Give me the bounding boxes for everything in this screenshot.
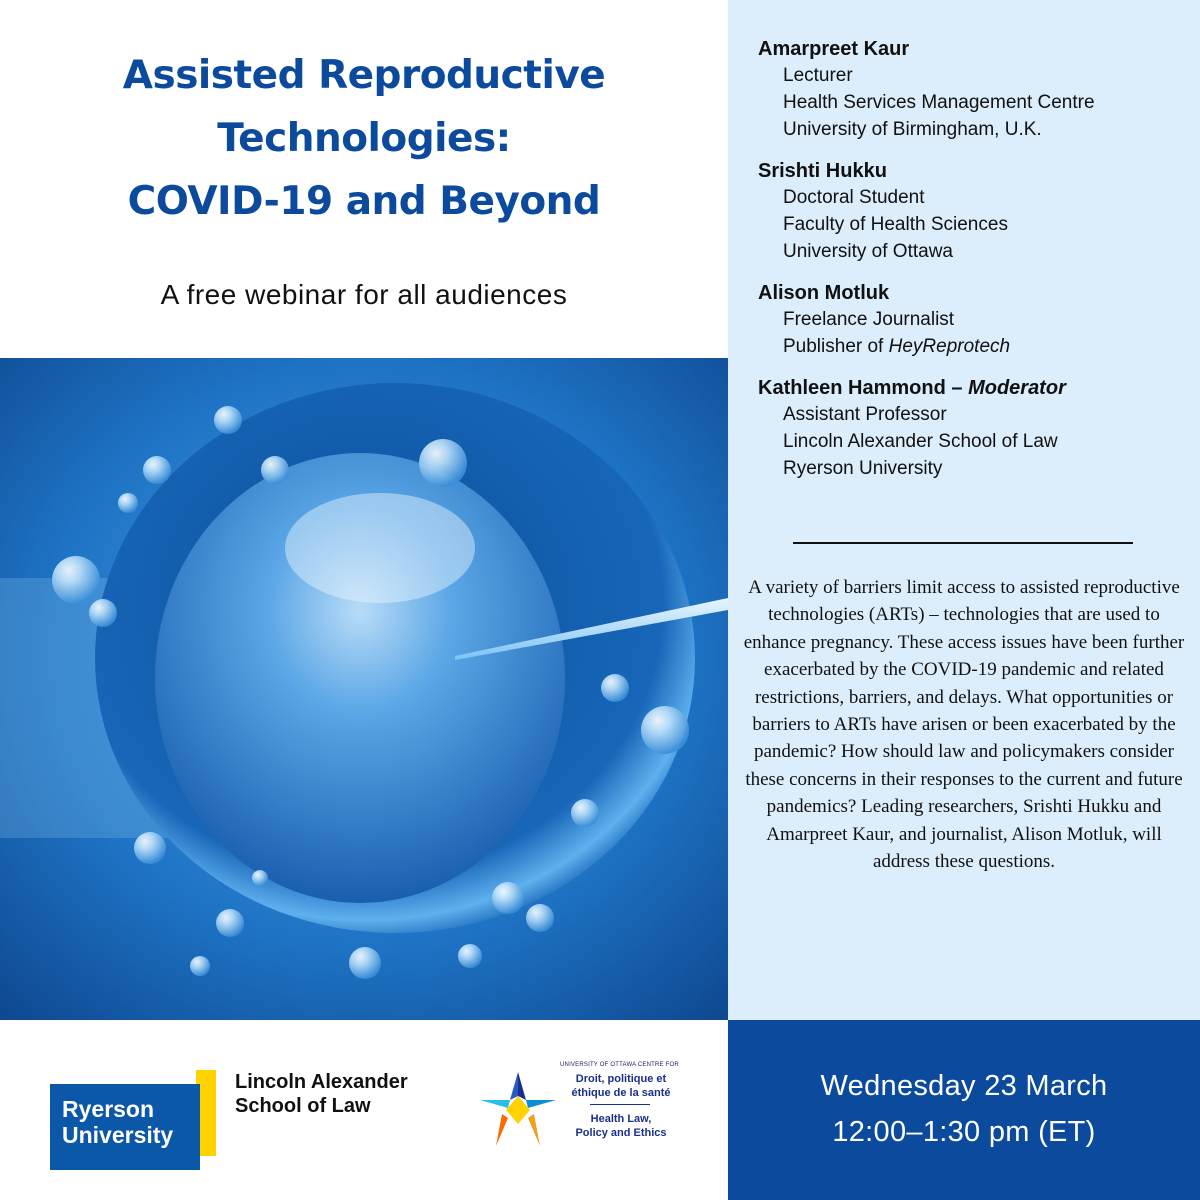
logo-text-line: Health Law, xyxy=(590,1113,652,1125)
speaker-title: Doctoral Student xyxy=(783,187,925,208)
logo-text-line: Policy and Ethics xyxy=(575,1127,667,1139)
title-line: COVID-19 and Beyond xyxy=(127,179,601,224)
speaker-name: Srishti Hukku xyxy=(758,160,887,182)
logo-text-line: Droit, politique et xyxy=(575,1073,667,1085)
uottawa-centre-label: UNIVERSITY OF OTTAWA CENTRE FOR xyxy=(560,1062,679,1068)
speaker-entry xyxy=(758,375,1198,482)
speaker-role: Moderator xyxy=(968,377,1066,399)
egg-cell-illustration xyxy=(0,358,728,1020)
section-divider xyxy=(793,542,1133,544)
speaker-title: Assistant Professor xyxy=(783,404,947,425)
date-time-box xyxy=(728,1020,1200,1200)
event-time: 12:00–1:30 pm (ET) xyxy=(832,1116,1096,1148)
publication-name: HeyReprotech xyxy=(888,336,1011,357)
speaker-institution: University of Ottawa xyxy=(783,241,953,262)
speaker-department: Lincoln Alexander School of Law xyxy=(783,431,1058,452)
lincoln-alexander-logo-text xyxy=(235,1070,408,1118)
logo-text-line: School of Law xyxy=(235,1095,371,1117)
ryerson-logo-text xyxy=(62,1096,173,1148)
speaker-entry xyxy=(758,280,1198,360)
title-line: Technologies: xyxy=(217,116,511,161)
speaker-entry xyxy=(758,158,1198,265)
speaker-publication xyxy=(758,333,1198,360)
speakers-panel xyxy=(728,0,1200,1020)
title-line: Assisted Reproductive xyxy=(122,53,606,98)
speaker-name-moderator xyxy=(758,375,1198,401)
logo-text-line: Ryerson xyxy=(62,1096,155,1122)
webinar-title xyxy=(0,44,728,233)
speaker-name: Alison Motluk xyxy=(758,282,890,304)
hlpe-divider xyxy=(590,1104,650,1105)
hlpe-french-name xyxy=(562,1072,680,1100)
speaker-list xyxy=(758,36,1198,497)
sponsor-logos xyxy=(0,1020,728,1200)
cell-highlight xyxy=(285,493,475,603)
logo-text-line: éthique de la santé xyxy=(571,1087,671,1099)
webinar-description: A variety of barriers limit access to assisted reproductive technologies (ARTs) – technologies that are used to enhance pregnancy. These access issues have been further exacerbated by the COVID-19 pandemic and related restrictions, barriers, and delays. What opportunities or barriers to ARTs have arisen or been exacerbated by the pandemic? How should law and policymakers consider these concerns in their responses to the current and future pandemics? Leading researchers, Srishti Hukku and Amarpreet Kaur, and journalist, Alison Motluk, will address these questions. xyxy=(743,577,1185,873)
speaker-title: Freelance Journalist xyxy=(783,309,955,330)
speaker-department: Faculty of Health Sciences xyxy=(783,214,1008,235)
title-section xyxy=(0,0,728,358)
star-logo-icon xyxy=(478,1070,558,1150)
speaker-title: Lecturer xyxy=(783,65,853,86)
speaker-entry xyxy=(758,36,1198,143)
speaker-department: Health Services Management Centre xyxy=(783,92,1095,113)
hlpe-english-name xyxy=(562,1112,680,1140)
hero-egg-cell-image xyxy=(0,358,728,1020)
logo-text-line: Lincoln Alexander xyxy=(235,1071,408,1093)
speaker-name: Kathleen Hammond xyxy=(758,377,946,399)
publication-prefix: Publisher of xyxy=(783,336,889,357)
event-date: Wednesday 23 March xyxy=(820,1070,1108,1102)
speaker-name: Amarpreet Kaur xyxy=(758,38,910,60)
role-separator: – xyxy=(945,377,969,399)
webinar-subtitle: A free webinar for all audiences xyxy=(160,279,568,310)
speaker-institution: University of Birmingham, U.K. xyxy=(783,119,1042,140)
speaker-institution: Ryerson University xyxy=(783,458,943,479)
logo-text-line: University xyxy=(62,1122,174,1148)
